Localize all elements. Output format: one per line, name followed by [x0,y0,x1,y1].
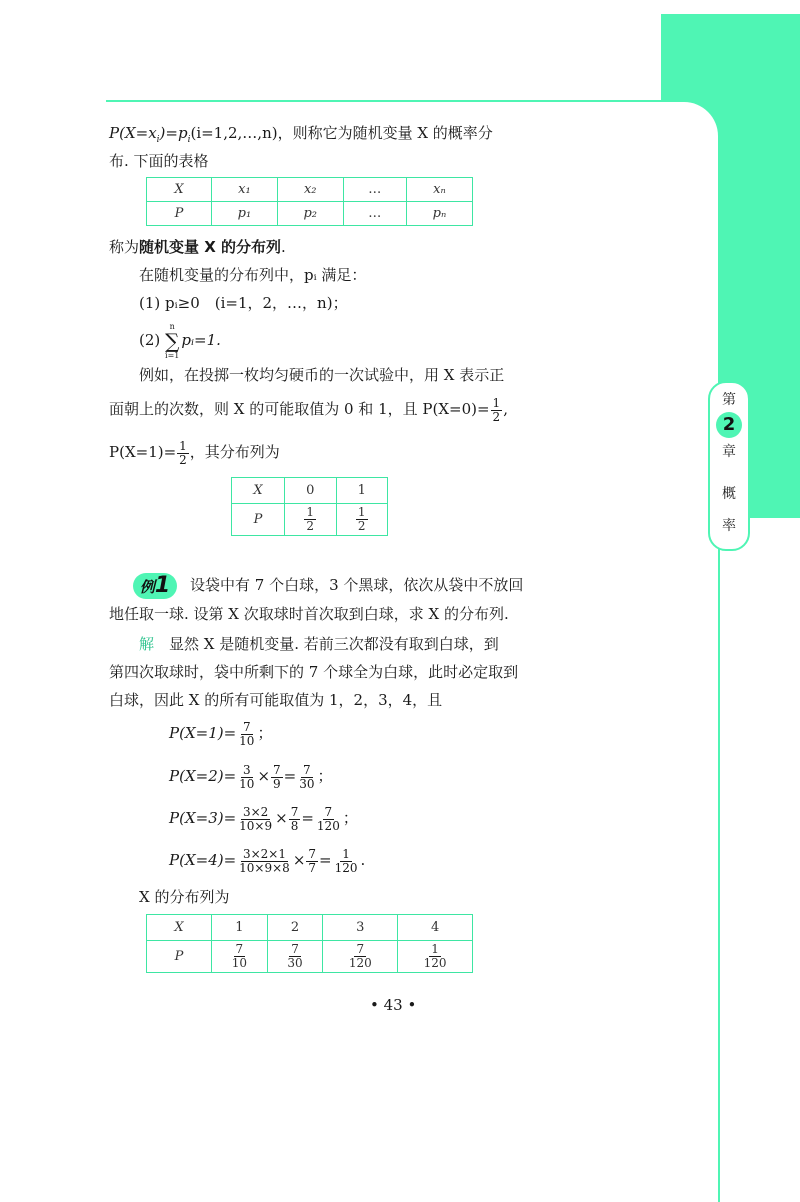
denominator: 120 [348,956,372,970]
table-row [232,504,388,536]
solution-line-3: 白球，因此 X 的所有可能取值为 1，2，3，4，且 [109,691,443,709]
numerator: 1 [179,438,187,453]
fraction [289,806,301,833]
numerator: 3×2×1 [242,846,286,861]
denominator: 30 [299,776,315,791]
chapter-suffix: 章 [722,444,736,460]
condition-1: (1) pᵢ≥0 (i=1，2，…，n)； [139,294,348,312]
table-cell [212,941,268,973]
text-seg: )=p [159,124,188,142]
text-seg: P(X=1)= [109,443,177,461]
denominator: 10×9 [239,818,273,833]
definition-line-1 [109,122,493,151]
numerator: 7 [242,719,251,734]
table-cell [285,504,337,536]
numerator: 1 [357,505,366,519]
text-sub: i [156,135,160,145]
text-seg: P(X=x [109,124,157,142]
operator: = [319,851,332,869]
fraction [333,848,360,875]
numerator: 7 [291,942,299,956]
numerator: 1 [431,942,439,956]
fraction [230,943,249,970]
denominator: 10×9×8 [239,860,290,875]
chapter-title-char-2: 率 [722,518,736,534]
table-cell: p₁ [212,202,278,226]
table-cell: P [147,202,212,226]
table-cell: P [232,504,285,536]
badge-text: 例 [139,578,155,596]
fraction [271,764,283,791]
sigma-lower: i=1 [165,351,180,360]
fraction [422,943,449,970]
definition-line-2: 布. 下面的表格 [109,152,209,170]
text-seg: . [281,238,286,256]
operator: × [292,851,306,869]
table-cell: 3 [323,915,398,941]
table-row [147,941,473,973]
table-cell: X [232,478,285,504]
equation-2 [169,759,333,793]
operator: × [275,809,288,827]
text-seg: ； [317,767,333,785]
distribution-intro: X 的分布列为 [139,888,230,906]
denominator: 120 [334,860,358,875]
table-cell: 4 [398,915,473,941]
numerator: 3 [242,762,251,777]
equation-3 [169,801,358,835]
fraction [237,764,256,791]
denominator: 8 [290,818,299,833]
numerator: 7 [308,846,317,861]
coin-distribution-table [231,477,388,536]
table-cell: p₂ [277,202,343,226]
text-seg: 显然 X 是随机变量. 若前三次都没有取到白球，到 [169,635,499,653]
numerator: 7 [273,762,281,777]
equation-1 [169,716,272,750]
fraction [237,721,256,748]
fraction [306,848,318,875]
text-seg: pᵢ=1. [181,331,221,349]
table-cell: x₁ [212,178,278,202]
table-cell [398,941,473,973]
text-seg: ； [257,724,273,742]
fraction [237,806,274,833]
table-cell: X [147,178,212,202]
fraction [237,848,292,875]
table-cell: 1 [212,915,268,941]
denominator: 2 [492,409,501,424]
text-seg: (2) [139,331,161,349]
denominator: 9 [273,776,281,791]
text-seg: 称为 [109,238,140,256]
table-cell: X [147,915,212,941]
text-seg: P(X=1)= [169,724,237,742]
table-cell [267,941,323,973]
operator: = [301,809,314,827]
numerator: 1 [306,505,315,519]
numerator: 3×2 [242,804,269,819]
text-seg: P(X=2)= [169,767,237,785]
sigma-upper: n [169,322,175,331]
denominator: 120 [423,956,447,970]
table-cell: … [343,202,406,226]
solution-label: 解 [139,635,155,653]
fraction [356,506,368,533]
text-seg: (i=1,2,…,n)，则称它为随机变量 X 的概率分 [190,124,493,142]
denominator: 2 [357,519,366,533]
table-cell [323,941,398,973]
denominator: 10 [231,956,247,970]
definition-term-line [109,236,286,258]
chapter-side-tab [708,381,750,551]
numerator: 7 [290,804,299,819]
chapter-title-char-1: 概 [722,486,736,502]
solution-line-2: 第四次取球时，袋中所剩下的 7 个球全为白球，此时必定取到 [109,663,519,681]
table-row [147,915,473,941]
operator: × [257,767,271,785]
table-cell: 0 [285,478,337,504]
table-cell: … [343,178,406,202]
fraction [491,397,503,424]
denominator: 10 [239,733,255,748]
fraction [304,506,316,533]
table-cell: xₙ [406,178,472,202]
page-number: • 43 • [370,996,417,1014]
example-distribution-table [146,914,473,973]
condition-2 [139,322,221,360]
denominator: 7 [308,860,317,875]
text-seg: ； [342,809,358,827]
fraction [177,440,189,467]
table-cell: 2 [267,915,323,941]
sigma-glyph: ∑ [165,329,180,353]
chapter-prefix: 第 [722,392,736,408]
fraction [297,764,316,791]
denominator: 120 [316,818,340,833]
equation-4 [169,843,365,877]
coin-example-line-1: 例如，在投掷一枚均匀硬币的一次试验中，用 X 表示正 [139,366,505,384]
numerator: 7 [356,942,365,956]
table-cell: x₂ [277,178,343,202]
fraction [347,943,374,970]
numerator: 7 [235,942,244,956]
general-distribution-table [146,177,473,226]
denominator: 2 [306,519,315,533]
table-row [147,178,473,202]
coin-example-line-2 [109,392,508,426]
table-cell: 1 [336,478,388,504]
text-seg: P(X=4)= [169,851,237,869]
table-row [232,478,388,504]
text-seg: P(X=3)= [169,809,237,827]
conditions-intro: 在随机变量的分布列中，pᵢ 满足： [139,266,367,284]
table-cell: pₙ [406,202,472,226]
badge-number: 1 [154,573,171,598]
numerator: 7 [303,762,311,777]
text-sub: i [187,135,191,145]
text-seg: . [360,851,366,869]
example-badge [133,573,177,599]
text-seg: 面朝上的次数，则 X 的可能取值为 0 和 1，且 P(X=0)= [109,400,490,418]
table-row [147,202,473,226]
example-1-line-2: 地任取一球. 设第 X 次取球时首次取到白球，求 X 的分布列. [109,605,509,623]
operator: = [283,767,297,785]
numerator: 1 [492,395,501,410]
denominator: 10 [239,776,255,791]
example-1-line-1: 设袋中有 7 个白球，3 个黑球，依次从袋中不放回 [190,576,524,594]
sigma-symbol [165,322,179,360]
denominator: 30 [287,956,303,970]
table-cell: P [147,941,212,973]
coin-example-line-3 [109,435,280,469]
numerator: 7 [324,804,333,819]
fraction [315,806,342,833]
denominator: 2 [179,452,187,467]
solution-line-1 [139,633,499,655]
text-seg: ，其分布列为 [189,443,280,461]
numerator: 1 [342,846,350,861]
table-cell [336,504,388,536]
chapter-number: 2 [716,412,742,438]
bold-term: 随机变量 X 的分布列 [139,238,282,256]
fraction [285,943,304,970]
text-seg: , [503,400,508,418]
